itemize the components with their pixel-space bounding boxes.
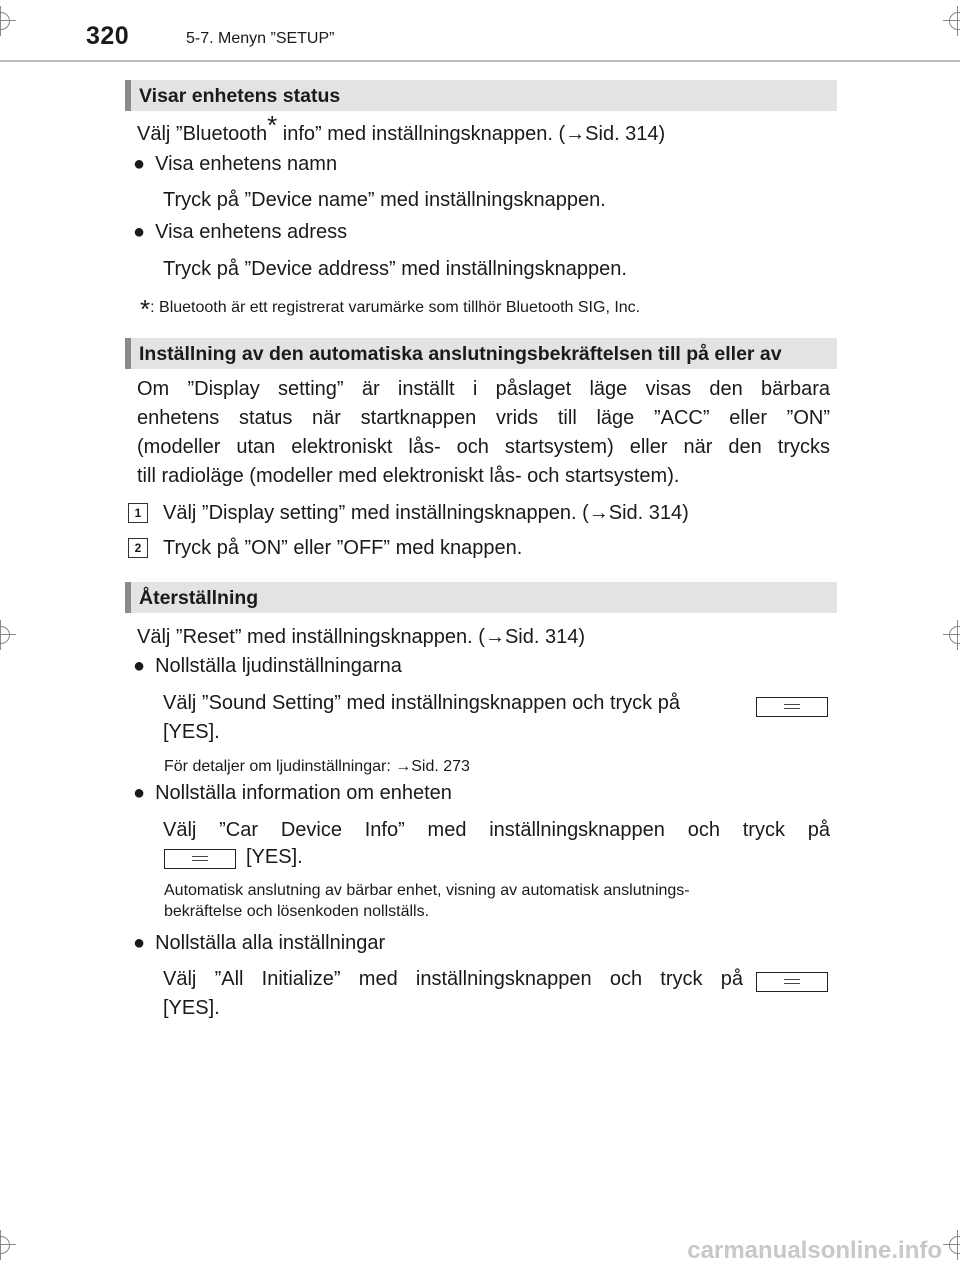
chapter-title: 5-7. Menyn ”SETUP” <box>186 30 335 47</box>
crop-mark <box>0 1230 16 1260</box>
crop-mark <box>0 6 16 36</box>
reset-sound-note: För detaljer om ljudinställningar: →Sid. 273 <box>164 758 470 775</box>
section2-paragraph: Om ”Display setting” är inställt i påslaget läge visas den bärbara enhetens status när startknappen vrids till läge ”ACC” eller ”ON” (modeller utan elektroniskt lås- och startsystem) eller när den trycks till radioläge (modeller med elektroniskt lås- och startsystem). <box>137 378 830 487</box>
reset-device-info-instruction: Välj ”Car Device Info” med inställningsknappen och tryck på <box>163 819 830 841</box>
setup-button-icon <box>756 697 828 717</box>
crop-mark <box>0 620 16 650</box>
arrow-icon: → <box>588 502 609 524</box>
section-header-device-status: Visar enhetens status <box>125 80 837 111</box>
reset-device-info-note-1: Automatisk anslutning av bärbar enhet, visning av automatisk anslutnings- <box>164 882 690 899</box>
page-number: 320 <box>86 22 130 50</box>
section-header-reset: Återställning <box>125 582 837 613</box>
section3-intro: Välj ”Reset” med inställningsknappen. (→Sid. 314) <box>137 626 586 648</box>
crop-mark <box>943 620 960 650</box>
reset-sound-yes: [YES]. <box>163 721 220 743</box>
reset-all-yes: [YES]. <box>163 997 220 1019</box>
arrow-icon: → <box>395 758 412 775</box>
setup-button-icon <box>756 972 828 992</box>
section-header-auto-confirm: Inställning av den automatiska anslutningsbekräftelsen till på eller av <box>125 338 837 369</box>
reset-device-info-note-2: bekräftelse och lösenkoden nollställs. <box>164 903 430 920</box>
section1-intro: Välj ”Bluetooth* info” med inställningsknappen. (→Sid. 314) <box>137 110 666 145</box>
arrow-icon: → <box>565 123 586 145</box>
footnote: *: Bluetooth är ett registrerat varumärke som tillhör Bluetooth SIG, Inc. <box>140 294 641 324</box>
bullet-icon: ● <box>133 932 146 954</box>
crop-mark <box>943 6 960 36</box>
step-2-text: Tryck på ”ON” eller ”OFF” med knappen. <box>163 537 523 559</box>
bullet-reset-sound: ● Nollställa ljudinställningarna <box>133 655 402 677</box>
reset-all-instruction: Välj ”All Initialize” med inställningsknappen och tryck på <box>163 968 743 990</box>
bullet-icon: ● <box>133 221 146 243</box>
step-1-text: Välj ”Display setting” med inställningsknappen. (→Sid. 314) <box>163 502 689 524</box>
bullet-show-name: ● Visa enhetens namn <box>133 153 338 175</box>
crop-mark <box>943 1230 960 1260</box>
step-number-2: 2 <box>128 538 148 558</box>
bullet-reset-device-info: ● Nollställa information om enheten <box>133 782 452 804</box>
reset-device-info-yes: [YES]. <box>246 846 303 868</box>
bullet-icon: ● <box>133 782 146 804</box>
watermark: carmanualsonline.info <box>687 1237 942 1264</box>
header-rule <box>0 60 960 62</box>
show-name-instruction: Tryck på ”Device name” med inställningsknappen. <box>163 189 606 211</box>
show-address-instruction: Tryck på ”Device address” med inställningsknappen. <box>163 258 627 280</box>
reset-sound-instruction: Välj ”Sound Setting” med inställningsknappen och tryck på <box>163 692 680 714</box>
setup-button-icon <box>164 849 236 869</box>
bullet-icon: ● <box>133 153 146 175</box>
bullet-icon: ● <box>133 655 146 677</box>
bullet-show-address: ● Visa enhetens adress <box>133 221 348 243</box>
bullet-reset-all: ● Nollställa alla inställningar <box>133 932 386 954</box>
arrow-icon: → <box>484 626 505 648</box>
step-number-1: 1 <box>128 503 148 523</box>
